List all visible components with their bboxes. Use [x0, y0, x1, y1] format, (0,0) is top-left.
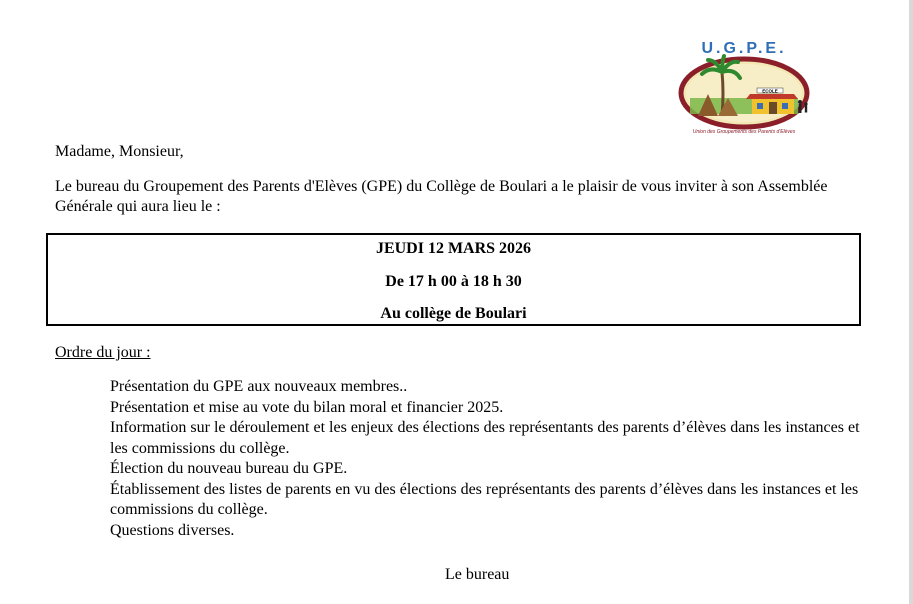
agenda-list	[110, 377, 870, 541]
agenda-item: Questions diverses.	[110, 521, 235, 539]
agenda-item: Présentation et mise au vote du bilan moral et financier 2025.	[110, 398, 504, 416]
page-edge	[909, 0, 913, 604]
intro-paragraph: Le bureau du Groupement des Parents d'Elèves (GPE) du Collège de Boulari a le plaisir de vous inviter à son Assemblée Générale qui aura lieu le :	[55, 178, 828, 215]
event-date: JEUDI 12 MARS 2026	[375, 240, 532, 257]
agenda-item: Information sur le déroulement et les enjeux des élections des représentants des parents d’élèves dans les instances et les commissions du collège.	[110, 419, 860, 457]
agenda-item: Établissement des listes de parents en vu des élections des représentants des parents d’élèves dans les instances et les commissions du collège.	[110, 480, 859, 518]
ugpe-logo-emblem	[672, 38, 817, 136]
event-details-box	[46, 233, 861, 326]
signature: Le bureau	[445, 566, 510, 583]
agenda-item: Présentation du GPE aux nouveaux membres..	[110, 378, 408, 395]
logo-motto: Union des Groupements des Parents d'Elèves	[692, 129, 796, 135]
logo-acronym: U.G.P.E.	[701, 40, 787, 57]
ugpe-logo	[672, 38, 817, 136]
agenda-item: Élection du nouveau bureau du GPE.	[110, 460, 348, 477]
logo-sign-text: ECOLE	[762, 88, 778, 94]
event-place: Au collège de Boulari	[380, 305, 527, 322]
event-time: De 17 h 00 à 18 h 30	[385, 273, 522, 290]
agenda-title: Ordre du jour :	[55, 344, 151, 361]
salutation: Madame, Monsieur,	[55, 143, 184, 160]
